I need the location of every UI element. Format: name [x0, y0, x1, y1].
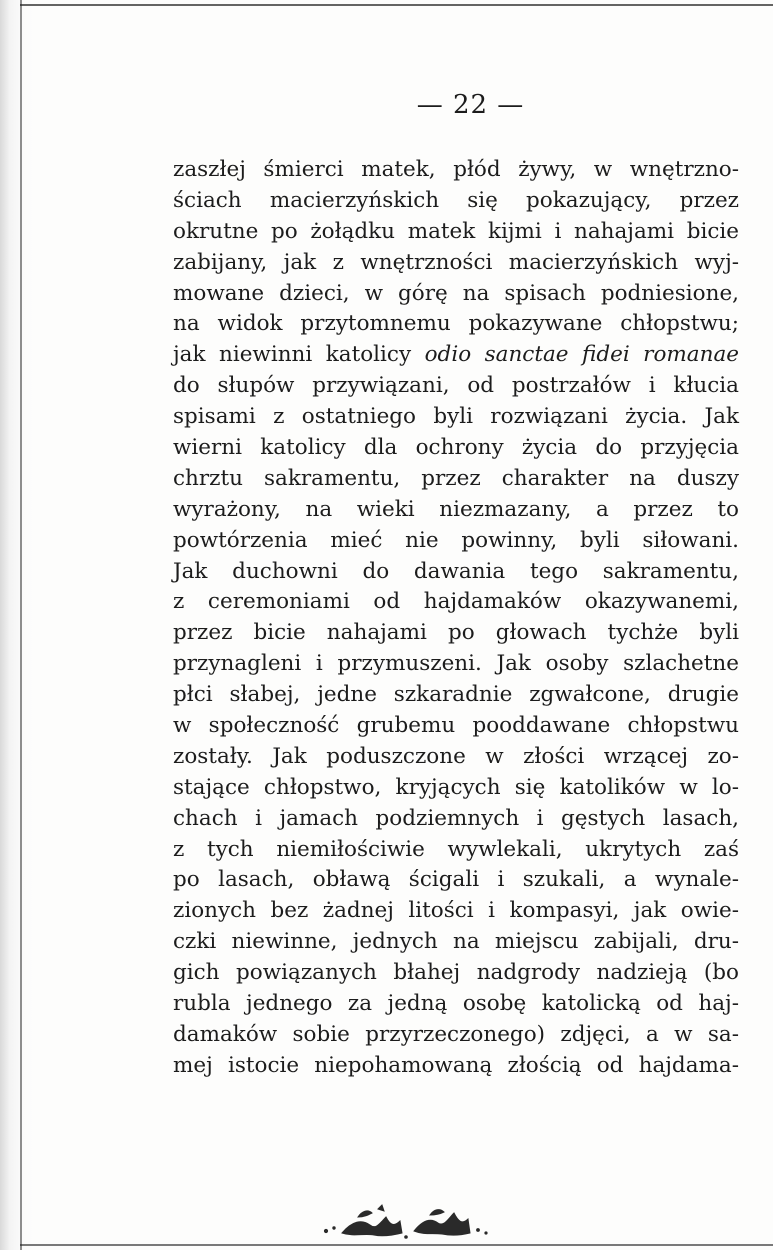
body-text	[173, 155, 739, 1082]
text-line: chach i jamach podziemnych i gęstych lasach,	[173, 805, 739, 831]
text-line: zaszłej śmierci matek, płód żywy, w wnętrzno-	[173, 157, 739, 182]
text-line: wyrażony, na wieki niezmazany, a przez to	[173, 496, 739, 522]
text-line: zionych bez żadnej litości i kompasyi, jak owie-	[173, 898, 739, 924]
text-line: na widok przytomnemu pokazywane chłopstwu;	[173, 311, 739, 337]
text-line: zabijany, jak z wnętrzności macierzyńskich wyj-	[173, 249, 739, 275]
page-left-edge-line	[20, 0, 22, 1250]
text-line: zostały. Jak poduszczone w złości wrzącej zo-	[173, 743, 739, 769]
text-line: chrztu sakramentu, przez charakter na duszy	[173, 465, 739, 491]
latin-phrase: odio sanctae fidei romanae	[424, 342, 739, 368]
text-line: płci słabej, jedne szkaradnie zgwałcone, drugie	[173, 682, 739, 708]
text-line: po lasach, obławą ścigali i szukali, a wynale-	[173, 867, 739, 893]
page-gutter	[0, 0, 34, 1250]
text-line: wierni katolicy dla ochrony życia do przyjęcia	[173, 435, 739, 461]
text-line: czki niewinne, jednych na miejscu zabijali, dru-	[173, 929, 739, 955]
text-line: spisami z ostatniego byli rozwiązani życia. Jak	[173, 404, 739, 430]
text-line: z tych niemiłościwie wywlekali, ukrytych zaś	[173, 836, 739, 862]
tailpiece-ornament-icon	[318, 1203, 494, 1243]
text-line: w społeczność grubemu pooddawane chłopstwu	[173, 713, 739, 739]
text-line: damaków sobie przyrzeczonego) zdjęci, a w sa-	[173, 1021, 739, 1047]
text-line: do słupów przywiązani, od postrzałów i kłucia	[173, 373, 739, 399]
page-number: — 22 —	[416, 90, 525, 120]
text-line-roman-part: jak niewinni katolicy	[173, 342, 412, 368]
text-line: stające chłopstwo, kryjących się katolików w lo-	[173, 774, 739, 800]
text-line: powtórzenia mieć nie powinny, byli siłowani.	[173, 527, 739, 553]
text-line-with-latin	[173, 340, 739, 371]
page-top-edge-line	[20, 4, 773, 6]
text-line: mowane dzieci, w górę na spisach podniesione,	[173, 280, 739, 306]
text-line: z ceremoniami od hajdamaków okazywanemi,	[173, 589, 739, 615]
text-line: mej istocie niepohamowaną złością od hajdama-	[173, 1052, 739, 1078]
page-bottom-edge-line	[20, 1244, 773, 1246]
text-line: rubla jednego za jedną osobę katolicką od haj-	[173, 991, 739, 1017]
text-line: przez bicie nahajami po głowach tychże byli	[173, 620, 739, 646]
text-line: okrutne po żołądku matek kijmi i nahajami bicie	[173, 218, 739, 244]
text-line: przynagleni i przymuszeni. Jak osoby szlachetne	[173, 651, 739, 677]
text-line: Jak duchowni do dawania tego sakramentu,	[173, 558, 739, 584]
text-line: ściach macierzyńskich się pokazujący, przez	[173, 187, 739, 213]
text-line: gich powiązanych błahej nadgrody nadzieją (bo	[173, 960, 739, 986]
